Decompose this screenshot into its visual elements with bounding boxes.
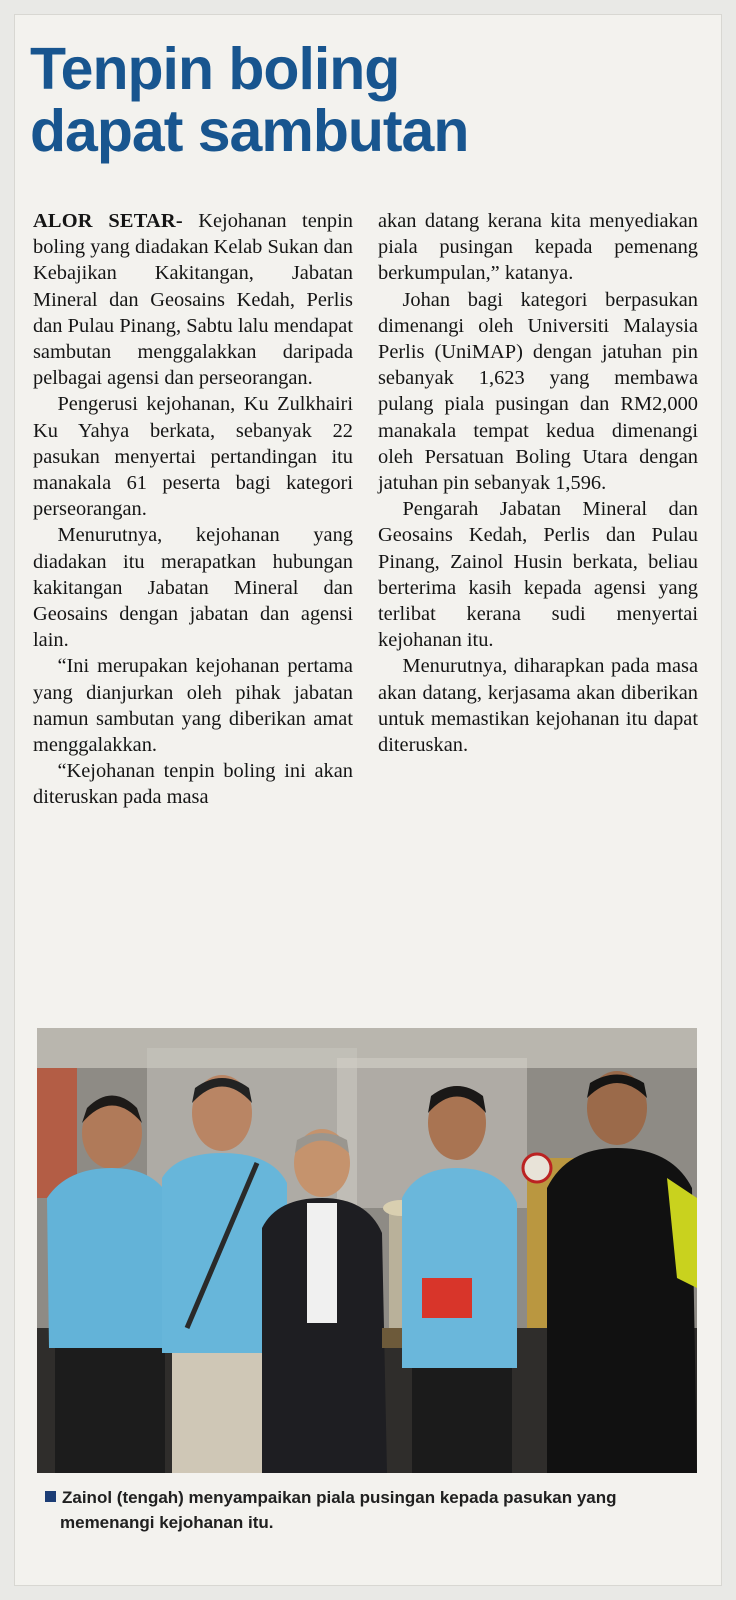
article-column-left — [33, 208, 353, 811]
article-column-right — [378, 208, 698, 758]
caption-line-1: Zainol (tengah) menyampaikan piala pusingan kepada pasukan yang — [62, 1488, 617, 1507]
article-paragraph: Pengarah Jabatan Mineral dan Geosains Kedah, Perlis dan Pulau Pinang, Zainol Husin berkata, beliau berterima kasih kepada agensi yang terlibat kerana sudi menyertai kejohanan itu. — [378, 498, 698, 652]
dateline: ALOR SETAR- — [33, 210, 183, 232]
headline-line-2: dapat sambutan — [30, 98, 469, 164]
caption-bullet-icon — [45, 1491, 56, 1502]
photo-caption — [45, 1485, 695, 1535]
article-paragraph: Menurutnya, diharapkan pada masa akan datang, kerjasama akan diberikan untuk memastikan kejohanan itu dapat diteruskan. — [378, 655, 698, 757]
article-paragraph — [33, 208, 353, 391]
event-photo — [37, 1028, 697, 1473]
article-paragraph: Menurutnya, kejohanan yang diadakan itu merapatkan hubungan kakitangan Jabatan Mineral dan Geosains dengan jabatan dan agensi lain. — [33, 524, 353, 652]
article-paragraph: “Ini merupakan kejohanan pertama yang dianjurkan oleh pihak jabatan namun sambutan yang diberikan amat menggalakkan. — [33, 655, 353, 757]
caption-line-2: memenangi kejohanan itu. — [60, 1513, 274, 1532]
headline — [30, 38, 690, 162]
paragraph-text: Kejohanan tenpin boling yang diadakan Kelab Sukan dan Kebajikan Kakitangan, Jabatan Mineral dan Geosains Kedah, Perlis dan Pulau Pinang, Sabtu lalu mendapat sambutan menggalakkan daripada pelbagai agensi dan perseorangan. — [33, 210, 353, 390]
article-paragraph: Johan bagi kategori berpasukan dimenangi oleh Universiti Malaysia Perlis (UniMAP) dengan jatuhan pin sebanyak 1,623 yang membawa pulang piala pusingan dan RM2,000 manakala tempat kedua dimenangi oleh Persatuan Boling Utara dengan jatuhan pin sebanyak 1,596. — [378, 288, 698, 495]
headline-line-1: Tenpin boling — [30, 36, 400, 102]
article-paragraph: akan datang kerana kita menyediakan piala pusingan kepada pemenang berkumpulan,” katanya. — [378, 210, 698, 285]
article-paragraph: Pengerusi kejohanan, Ku Zulkhairi Ku Yahya berkata, sebanyak 22 pasukan menyertai pertandingan itu manakala 61 peserta bagi kategori perseorangan. — [33, 393, 353, 521]
photo-illustration — [37, 1028, 697, 1473]
article-paragraph: “Kejohanan tenpin boling ini akan diteruskan pada masa — [33, 760, 353, 809]
